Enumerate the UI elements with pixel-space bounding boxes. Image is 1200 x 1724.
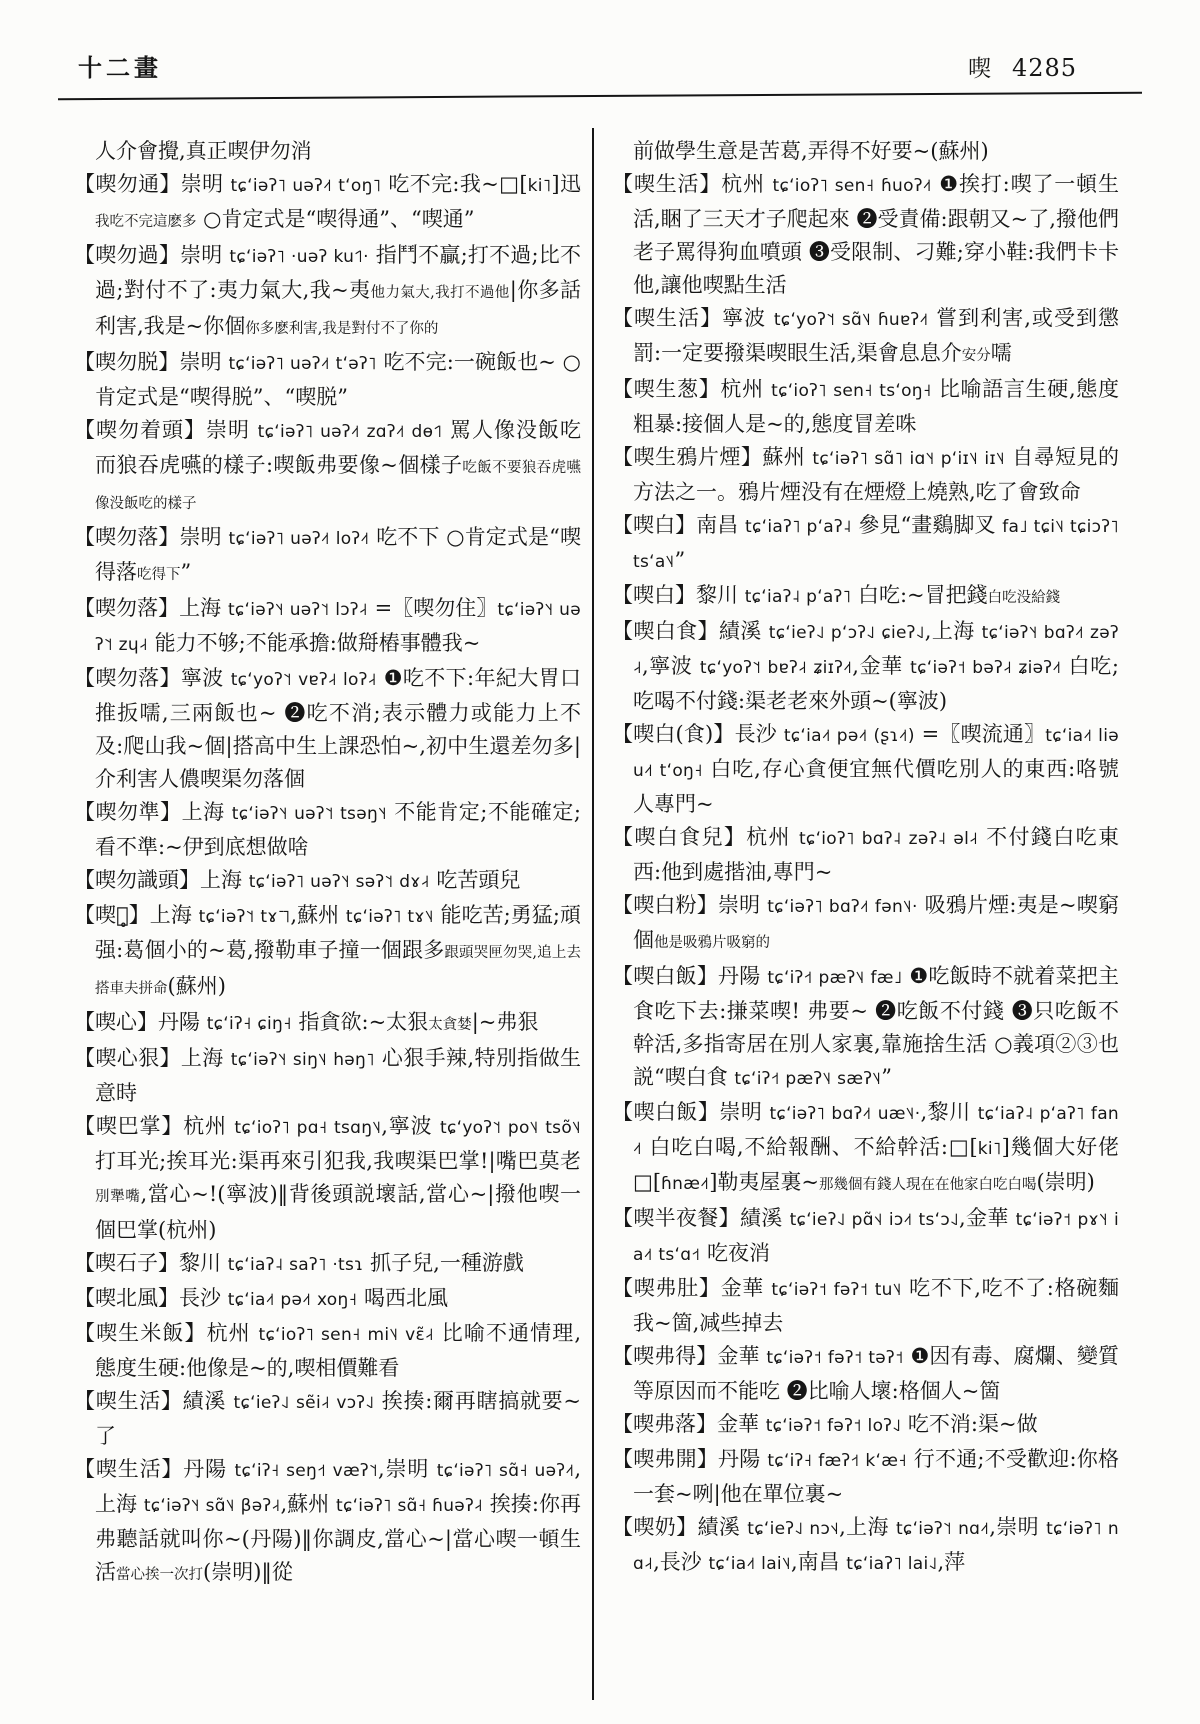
definition-text: (崇明)‖從 (203, 1560, 293, 1584)
definition-text: (崇明) (1036, 1170, 1095, 1194)
dict-entry (612, 889, 1119, 960)
headword: 【喫白】 (612, 583, 696, 607)
phonetic-transcription: ki˥ (527, 176, 552, 196)
definition-text: ,南昌 (790, 1550, 847, 1574)
dict-entry (612, 718, 1119, 821)
definition-text: 抓子兒,一種游戲 (363, 1251, 524, 1275)
definition-text: 績溪 (182, 1389, 234, 1413)
definition-text: =〖喫流通〗 (914, 722, 1046, 746)
definition-text: 人介會攪,真正喫伊勿消 (95, 139, 312, 163)
definition-text: 長沙 (179, 1286, 228, 1310)
phonetic-transcription: tɕʻiəʔ˥˧ uəʔ˥˦ zɥ˨˧ (95, 600, 581, 655)
phonetic-transcription: tɕʻiəʔ˥ ·uəʔ ku˦˥· (229, 247, 369, 267)
dict-entry (74, 346, 581, 414)
definition-text: ,金華 (959, 1206, 1016, 1230)
definition-text: 寧波 (722, 306, 774, 330)
definition-text: 不能肯定;不能確定;看不準:~伊到底想做啥 (95, 800, 581, 859)
definition-text: 挨揍:爾再瞎搞就要~了 (95, 1389, 581, 1448)
headword: 【喫白】 (612, 513, 697, 537)
headword: 【喫弗開】 (612, 1447, 719, 1471)
inline-gloss: 安分 (961, 348, 991, 364)
headword: 【喫北風】 (74, 1286, 179, 1310)
phonetic-transcription: tɕʻia˨˦ liəu˨˦ tʻoŋ˧ (633, 726, 1119, 781)
phonetic-transcription: tɕʻia˨˦ pə˨˦ xoŋ˧ (227, 1290, 358, 1310)
left-column (74, 135, 581, 1592)
definition-text: 自尋短見的方法之一。鴉片煙没有在煙燈上燒熟,吃了會致命 (633, 445, 1119, 504)
column-divider (592, 128, 594, 1700)
definition-text: 吃苦頭兒 (429, 868, 521, 892)
definition-text: 金華 (717, 1412, 766, 1436)
dict-entry (612, 1272, 1119, 1340)
definition-text: 指鬥不贏;打不過;比不過;對付不了:夷力氣大,我~夷 (95, 243, 582, 302)
definition-text: 白吃;吃喝不付錢:渠老老來外頭~(寧波) (633, 654, 1120, 713)
phonetic-transcription: tɕʻyoʔ˥˦ sɑ̃˥˨ ɦuɐʔ˨˦ (773, 310, 929, 330)
definition-text: 長沙 (734, 722, 784, 746)
inline-gloss: 吃飯不要狼吞虎嚥像没飯吃的樣子 (95, 460, 582, 512)
definition-text: ❶吃飯時不就着菜把主食吃下去:搛菜喫! 弗要~ ❷吃飯不付錢 ❸只吃飯不幹活,多指寄居在別人家裏,靠施捨生活 ○義項②③也説“喫白食 (633, 964, 1119, 1089)
phonetic-transcription: tɕʻiəʔ˥ sɑ̃˧ ɦuəʔ˨˧ (335, 1496, 484, 1516)
definition-text: 嘗到利害,或受到懲罰:一定要撥渠喫眼生活,渠會息息介 (633, 306, 1119, 365)
definition-text: 上海 (149, 903, 199, 927)
headword: 【喫勿識頭】 (74, 868, 200, 892)
phonetic-transcription: tɕʻyoʔ˥˦ vɐʔ˨˧ loʔ˨˧ (230, 670, 377, 690)
dict-entry (74, 1282, 581, 1317)
definition-text: 崇明 (717, 893, 768, 917)
definition-text: (蘇州) (167, 974, 226, 998)
phonetic-transcription: tɕʻiaʔ˥ pʻaʔ˨ (745, 517, 852, 537)
definition-text: 績溪 (718, 619, 769, 643)
definition-text: 杭州 (721, 172, 773, 196)
headword: 【喫勿脱】 (74, 350, 180, 374)
definition-text: 崇明 (179, 525, 229, 549)
phonetic-transcription: tɕʻiəʔ˥˧ siŋ˥˨ həŋ˥ (230, 1050, 375, 1070)
phonetic-transcription: tɕʻiəʔ˥˧ uəʔ˥˦ lɔʔ˨˧ (227, 600, 368, 620)
definition-text: ]勒夷屋裏~ (709, 1170, 819, 1194)
definition-text: 參見“畫鷄脚叉 (851, 513, 1003, 537)
definition-text: ,崇明 (989, 1515, 1047, 1539)
inline-gloss: 他力氣大,我打不過他 (370, 285, 510, 301)
headword: 【喫生活】 (74, 1457, 184, 1481)
definition-text: 金華 (720, 1276, 772, 1300)
definition-text: |你多話利害,我是~你個 (95, 278, 582, 338)
inline-gloss: 當心挨一次打 (116, 1567, 203, 1583)
dict-entry (74, 1385, 581, 1453)
definition-text: 吃不下 ○肯定式是“喫得落 (95, 525, 581, 584)
definition-text: 上海 (181, 800, 232, 824)
definition-text: 白吃白喝,不給報酬、不給幹活:□[ (641, 1135, 978, 1159)
phonetic-transcription: tɕʻiəʔ˦ bəʔ˨˧ ʑiəʔ˨˦ (910, 658, 1062, 678)
dict-entry (612, 1340, 1119, 1408)
definition-text: ” (674, 548, 686, 572)
headword: 【喫勿落】 (74, 525, 180, 549)
headword: 【喫弗得】 (612, 1344, 718, 1368)
definition-text: 杭州 (183, 1114, 235, 1138)
definition-text: ]迅 (551, 172, 581, 196)
definition-text: 吃不完:我~□[ (381, 172, 528, 196)
guide-character: 喫 (968, 56, 992, 82)
definition-text: 上海 (179, 596, 228, 620)
phonetic-transcription: tɕʻieʔ˨˩ sẽi˨˧ vɔʔ˨˩ (233, 1393, 375, 1413)
definition-text: 崇明 (205, 418, 258, 442)
headword: 【喫半夜餐】 (612, 1206, 740, 1230)
phonetic-transcription: tɕʻiəʔ˦ fəʔ˦ təʔ˦ (766, 1348, 904, 1368)
phonetic-transcription: tɕʻiəʔ˥˦ tɤ˥˥ (198, 907, 291, 927)
dict-entry (612, 1202, 1119, 1272)
header-rule (58, 92, 1142, 101)
inline-gloss: 你多麽利害,我是對付不了你的 (245, 321, 439, 337)
phonetic-transcription: tɕʻiəʔ˥˧ uəʔ˥˦ tsəŋ˥˧ (231, 804, 388, 824)
phonetic-transcription: tɕʻia˨˦ lai˥˨ (708, 1554, 791, 1574)
phonetic-transcription: tɕʻiəʔ˥ sɑ̃˧ uəʔ˨˦ (436, 1461, 575, 1481)
definition-text: ]幾個大好佬□[ (633, 1135, 1119, 1194)
dict-entry (74, 662, 581, 796)
definition-text: 黎川 (179, 1251, 228, 1275)
definition-text: ,上海 (924, 619, 982, 643)
definition-text: ,金華 (852, 654, 911, 678)
definition-text: 白吃,存心貪便宜無代價吃別人的東西:咯號人專門~ (633, 757, 1119, 816)
headword: 【喫生活】 (612, 172, 722, 196)
dict-entry (74, 414, 581, 521)
dict-entry (612, 1408, 1119, 1443)
definition-text: ❶挨打:喫了一頓生活,睏了三天才子爬起來 ❷受責備:跟朝又~了,撥他們老子罵得狗血噴頭 ❸受限制、刁難;穿小鞋:我們卡卡他,讓他喫點生活 (633, 172, 1120, 297)
headword: 【喫生葱】 (612, 377, 721, 401)
headword: 【喫弗落】 (612, 1412, 717, 1436)
inline-gloss: 吃得下 (137, 567, 181, 583)
phonetic-transcription: tɕʻieʔ˨˩ pɑ̃˦˨ iɔ˨˦ tsʻɔ˨˩ (789, 1210, 959, 1230)
definition-text: 吃不完:一碗飯也~ ○肯定式是“喫得脱”、“喫脱” (95, 350, 581, 409)
definition-text: 挨揍:你再弗聽話就叫你~(丹陽)‖你調皮,當心~|當心喫一頓生活 (95, 1492, 581, 1584)
phonetic-transcription: tɕʻiəʔ˥ uəʔ˥˧ səʔ˥˦ dɤ˨˧ (248, 872, 430, 892)
phonetic-transcription: tɕʻiəʔ˥ uəʔ˨˦ tʻəʔ˥ (228, 354, 377, 374)
definition-text: ,寧波 (641, 654, 700, 678)
page-number: 4285 (1012, 54, 1078, 82)
headword: 【喫白(食)】 (612, 722, 735, 746)
definition-text: 崇明 (180, 243, 230, 267)
definition-text: 比喻語言生硬,態度粗暴:接個人是~的,態度冒差咮 (633, 377, 1119, 436)
phonetic-transcription: tɕʻiəʔ˥ uəʔ˨˦ tʻoŋ˥ (230, 176, 382, 196)
definition-text: ,上海 (839, 1515, 896, 1539)
definition-text: 金華 (717, 1344, 767, 1368)
phonetic-transcription: tɕʻiaʔ˨ saʔ˥ ·tsɿ (227, 1255, 364, 1275)
inline-gloss: 那幾個有錢人現在在他家白吃白喝 (818, 1177, 1037, 1193)
definition-text: 指貪欲:~太狠 (291, 1010, 429, 1034)
definition-text: 丹陽 (718, 964, 768, 988)
inline-gloss: 我吃不完這麽多 (95, 214, 197, 230)
headword: 【喫勿過】 (74, 243, 181, 267)
headword: 【喫勿通】 (74, 172, 181, 196)
dict-entry (612, 302, 1119, 373)
definition-text: 杭州 (206, 1321, 259, 1345)
phonetic-transcription: ɦnæ˨˦ (661, 1174, 710, 1194)
headword: 【喫勿着頭】 (74, 418, 206, 442)
definition-text: 崇明 (719, 1100, 770, 1124)
headword: 【喫白食】 (612, 619, 719, 643)
definition-text: ” (881, 1065, 893, 1089)
definition-text: ,寧波 (381, 1114, 440, 1138)
definition-text: 吃不下,吃不了:格碗麵我~箇,减些掉去 (633, 1276, 1120, 1335)
headword: 【喫勿準】 (74, 800, 182, 824)
definition-text: 能吃苦;勇猛;頑强:葛個小的~葛,撥勒車子撞一個跟多 (95, 903, 582, 962)
definition-text: 吸鴉片煙:夷是~喫窮個 (633, 893, 1119, 952)
headword: 【喫奶】 (612, 1515, 698, 1539)
phonetic-transcription: tɕʻiʔ˧˦ pæʔ˥˨ fæ˩ (767, 968, 903, 988)
definition-text: ,當心~!(寧波)‖背後頭説壞話,當心~|撥他喫一個巴掌(杭州) (95, 1182, 581, 1242)
phonetic-transcription: tɕʻyoʔ˥˦ po˥˨ tsõ˥˨ (440, 1118, 581, 1138)
definition-text: 前做學生意是苦葛,弄得不好要~(蘇州) (633, 139, 989, 163)
dict-entry (74, 239, 581, 346)
phonetic-transcription: tɕʻiəʔ˥ tɤ˥˨ (345, 907, 434, 927)
definition-text: 寧波 (180, 666, 231, 690)
dict-entry (612, 1443, 1119, 1511)
dict-entry (612, 168, 1119, 302)
dict-entry (612, 1096, 1119, 1202)
dict-entry (74, 1006, 581, 1042)
dict-entry (74, 1247, 581, 1282)
phonetic-transcription: tɕʻiəʔ˦ fəʔ˦ loʔ˨˩ (765, 1416, 902, 1436)
definition-text: 杭州 (746, 825, 799, 849)
dict-entry (74, 864, 581, 899)
dict-entry (612, 821, 1119, 889)
right-column (612, 135, 1119, 1581)
inline-gloss: 別犟嘴 (95, 1189, 141, 1205)
definition-text: 丹陽 (183, 1457, 235, 1481)
definition-text: 喝西北風 (357, 1286, 448, 1310)
phonetic-transcription: tɕʻiəʔ˥˧ bɑʔ˨˦ zəʔ˨˧ (633, 623, 1119, 678)
definition-text: 蘇州 (762, 445, 813, 469)
headword: 【喫生米飯】 (74, 1321, 207, 1345)
inline-gloss: 太貪婪 (428, 1017, 472, 1033)
definition-text: 上海 (200, 868, 249, 892)
dict-entry (74, 1110, 581, 1247)
phonetic-transcription: tɕʻyoʔ˥˦ bɐʔ˨˧ ʑiɪʔ˨˦ (699, 658, 853, 678)
dict-entry (612, 373, 1119, 441)
phonetic-transcription: tɕʻioʔ˥ sen˧ tsʻoŋ˧ (771, 381, 932, 401)
dict-entry (74, 1453, 581, 1592)
phonetic-transcription: tɕʻieʔ˨˩ pʻɔʔ˨˩ ɕieʔ˨˩ (768, 623, 925, 643)
definition-text: ○肯定式是“喫得通”、“喫通” (196, 207, 475, 231)
definition-text: ,上海 (95, 1457, 582, 1516)
dict-entry (612, 1511, 1119, 1581)
headword: 【喫石子】 (74, 1251, 179, 1275)
headword: 【喫勿落】 (74, 596, 180, 620)
definition-text: ,萍 (937, 1550, 966, 1574)
dict-entry (74, 1042, 581, 1110)
phonetic-transcription: tɕʻiəʔ˥˧ sɑ̃˥˨ βəʔ˨˧ (143, 1496, 281, 1516)
definition-text: 心狠手辣,特別指做生意時 (95, 1046, 581, 1105)
definition-text: 能力不够;不能承擔:做搿樁事體我~ (147, 631, 481, 655)
continuation-paragraph (74, 135, 581, 168)
dict-entry (612, 441, 1119, 509)
phonetic-transcription: tɕʻiəʔ˥ bɑʔ˨˦ fən˥˨· (767, 897, 918, 917)
definition-text: 績溪 (697, 1515, 748, 1539)
definition-text: 丹陽 (718, 1447, 768, 1471)
definition-text: ,蘇州 (290, 903, 346, 927)
phonetic-transcription: tɕʻioʔ˥ bɑʔ˨ zəʔ˨ əl˨˧ (798, 829, 979, 849)
phonetic-transcription: tɕʻiʔ˧ fæʔ˧˦ kʻæ˧ (767, 1451, 907, 1471)
phonetic-transcription: tɕʻiəʔ˦ fəʔ˦ tu˥˨ (771, 1280, 902, 1300)
definition-text: ❶吃不下:年紀大胃口推扳嚅,三兩飯也~ ❷吃不消;表示體力或能力上不及:爬山我~個|搭高中生上課恐怕~,初中生還差勿多|介利害人儂喫渠勿落個 (95, 666, 582, 791)
headword: 【喫白飯】 (612, 1100, 720, 1124)
phonetic-transcription: tɕʻiəʔ˥˦ nɑ˨˦ (895, 1519, 990, 1539)
definition-text: ,崇明 (377, 1457, 437, 1481)
definition-text: 行不通;不受歡迎:你格一套~咧|他在單位裏~ (633, 1447, 1119, 1506)
headword: 【喫巴掌】 (74, 1114, 184, 1138)
phonetic-transcription: tɕʻiəʔ˥ uəʔ˨˦ loʔ˨˦ (228, 529, 370, 549)
definition-text: ,黎川 (920, 1100, 978, 1124)
dict-entry (612, 509, 1119, 579)
definition-text: 吃不消:渠~做 (901, 1412, 1038, 1436)
definition-text: 崇明 (180, 172, 231, 196)
continuation-paragraph (612, 135, 1119, 168)
definition-text: 不付錢白吃東西:他到處揩油,專門~ (633, 825, 1119, 884)
headword: 【喫心狠】 (74, 1046, 181, 1070)
phonetic-transcription: tɕʻioʔ˥ sen˧ ɦuoʔ˨˦ (772, 176, 932, 196)
headword: 【喫生活】 (612, 306, 723, 330)
phonetic-transcription: tɕʻia˨˦ pə˨˦ (ʂɿ˨˦) (783, 726, 915, 746)
phonetic-transcription: tɕʻioʔ˥ sen˧ mi˥˨ vɛ̃˨˧ (258, 1325, 434, 1345)
phonetic-transcription: tɕʻieʔ˨˩ nɔ˦˨ (747, 1519, 840, 1539)
headword: 【喫斗̥】 (74, 903, 150, 927)
dict-entry (74, 899, 581, 1006)
phonetic-transcription: tɕʻiaʔ˨ pʻaʔ˥ (744, 587, 852, 607)
phonetic-transcription: tɕʻioʔ˥ pɑ˧ tsɑŋ˥˨ (234, 1118, 382, 1138)
headword: 【喫弗肚】 (612, 1276, 721, 1300)
definition-text: =〖喫勿住〗 (367, 596, 498, 620)
definition-text: 南昌 (696, 513, 746, 537)
headword: 【喫勿落】 (74, 666, 181, 690)
definition-text: 崇明 (179, 350, 229, 374)
dict-entry (74, 168, 581, 239)
phonetic-transcription: tɕʻiʔ˧ seŋ˧˦ væʔ˥˦ (234, 1461, 378, 1481)
definition-text: ” (180, 560, 192, 584)
definition-text: 吃夜消 (700, 1241, 770, 1265)
inline-gloss: 白吃没給錢 (987, 590, 1061, 606)
section-title: 十二畫 (78, 53, 162, 82)
definition-text: 嚅 (990, 341, 1012, 365)
definition-text: 比喻不通情理,態度生硬:他像是~的,喫相價難看 (95, 1321, 582, 1380)
dict-entry (612, 960, 1119, 1096)
phonetic-transcription: tɕʻiʔ˧ ɕiŋ˧ (206, 1014, 292, 1034)
dict-entry (74, 521, 581, 592)
definition-text: ,蘇州 (280, 1492, 336, 1516)
definition-text: |~弗狠 (471, 1010, 539, 1034)
definition-text: ,長沙 (653, 1550, 709, 1574)
phonetic-transcription: ki˥ (977, 1139, 1002, 1159)
inline-gloss: 跟頭哭匣勿哭,追上去搭車夫拼命 (95, 945, 581, 997)
definition-text: 績溪 (739, 1206, 790, 1230)
definition-text: 黎川 (696, 583, 745, 607)
phonetic-transcription: tɕʻiəʔ˥ bɑʔ˨˦ uæ˥˨· (769, 1104, 921, 1124)
headword: 【喫心】 (74, 1010, 158, 1034)
dict-entry (74, 1317, 581, 1385)
definition-text: ❶因有毒、腐爛、變質等原因而不能吃 ❷比喻人壞:格個人~箇 (633, 1344, 1119, 1403)
definition-text: 打耳光;挨耳光:渠再來引犯我,我喫渠巴掌!|嘴巴莫老 (95, 1149, 581, 1173)
phonetic-transcription: fa˩ tɕi˥˨ tɕiɔʔ˥ tsʻa˥˨ (633, 517, 1119, 572)
dict-entry (74, 592, 581, 662)
phonetic-transcription: tɕʻiəʔ˥ nɑ˨˧ (633, 1519, 1119, 1574)
headword: 【喫白食兒】 (612, 825, 747, 849)
headword: 【喫白粉】 (612, 893, 718, 917)
definition-text: 丹陽 (158, 1010, 207, 1034)
phonetic-transcription: tɕʻiʔ˧˦ pæʔ˥˨ sæʔ˥˨ (734, 1069, 882, 1089)
phonetic-transcription: tɕʻiəʔ˥ sɑ̃˥ iɑ˥˧ pʻiɪ˥˨ iɪ˥˨ (812, 449, 1005, 469)
headword: 【喫生活】 (74, 1389, 183, 1413)
dict-entry (74, 796, 581, 864)
phonetic-transcription: tɕʻiaʔ˨ pʻaʔ˥ fan˨˦ (633, 1104, 1119, 1159)
phonetic-transcription: tɕʻiaʔ˥ lai˨˩ (846, 1554, 938, 1574)
page-header-right (968, 50, 1077, 83)
definition-text: 上海 (180, 1046, 231, 1070)
phonetic-transcription: tɕʻiəʔ˥ uəʔ˨˦ zɑʔ˨˦ dɵ˦˥ (257, 422, 443, 442)
phonetic-transcription: tɕʻiəʔ˦ pɤ˥˧ ia˨˦ tsʻɑ˧˦ (633, 1210, 1119, 1265)
headword: 【喫白飯】 (612, 964, 719, 988)
definition-text: 罵人像没飯吃而狼吞虎嚥的樣子:喫飯弗要像~個樣子 (95, 418, 581, 477)
definition-text: 杭州 (720, 377, 772, 401)
dict-entry (612, 615, 1119, 718)
headword: 【喫生鴉片煙】 (612, 445, 763, 469)
definition-text: 白吃:~冒把錢 (851, 583, 988, 607)
inline-gloss: 他是吸鴉片吸窮的 (654, 935, 770, 951)
dict-entry (612, 579, 1119, 615)
